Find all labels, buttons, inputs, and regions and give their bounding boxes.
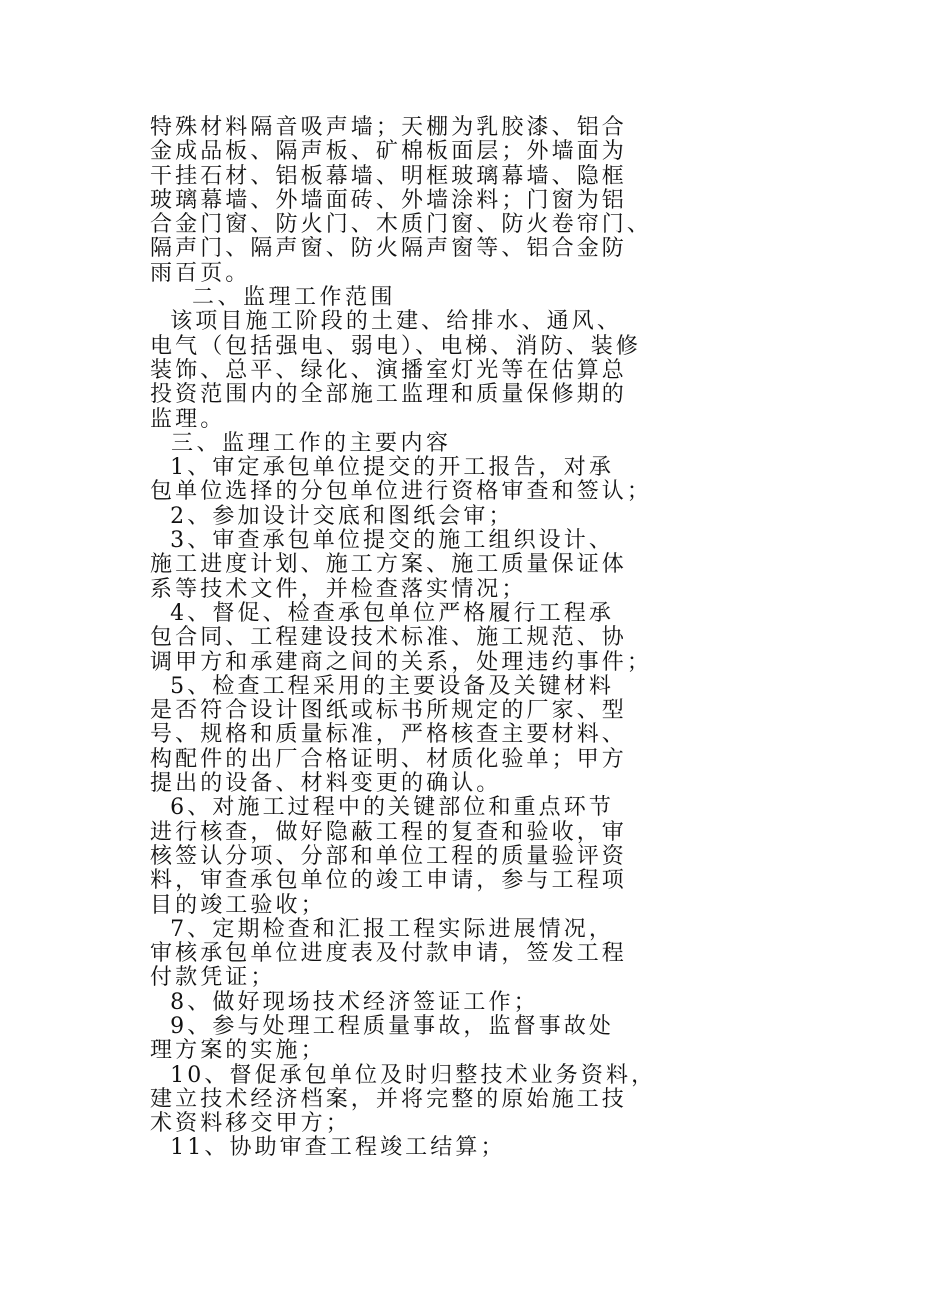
text-line: 构配件的出厂合格证明、材质化验单；甲方	[150, 746, 627, 772]
text-line: 特殊材料隔音吸声墙；天棚为乳胶漆、铝合	[150, 115, 627, 140]
text-line: 合金门窗、防火门、木质门窗、防火卷帘门、	[150, 212, 653, 238]
text-line: 施工进度计划、施工方案、施工质量保证体	[150, 552, 627, 578]
text-line: 术资料移交甲方；	[150, 1111, 351, 1137]
section-heading: 二、监理工作范围	[150, 285, 396, 311]
text-line: 调甲方和承建商之间的关系，处理违约事件；	[150, 649, 653, 675]
text-line: 2、参加设计交底和图纸会审；	[150, 503, 514, 529]
text-line: 6、对施工过程中的关键部位和重点环节	[150, 795, 614, 821]
text-line: 雨百页。	[150, 260, 251, 286]
text-line: 金成品板、隔声板、矿棉板面层；外墙面为	[150, 139, 627, 165]
text-line: 包合同、工程建设技术标准、施工规范、协	[150, 625, 627, 651]
text-line: 电气（包括强电、弱电）、电梯、消防、装修	[150, 333, 642, 359]
text-line: 玻璃幕墙、外墙面砖、外墙涂料；门窗为铝	[150, 187, 627, 213]
text-line: 3、审查承包单位提交的施工组织设计、	[150, 528, 614, 554]
text-line: 7、定期检查和汇报工程实际进展情况，	[150, 916, 614, 942]
text-line: 5、检查工程采用的主要设备及关键材料	[150, 673, 614, 699]
text-line: 8、做好现场技术经济签证工作；	[150, 989, 539, 1015]
text-line: 4、督促、检查承包单位严格履行工程承	[150, 600, 614, 626]
text-line: 干挂石材、铝板幕墙、明框玻璃幕墙、隐框	[150, 163, 627, 189]
document-body	[150, 116, 810, 1161]
text-line: 装饰、总平、绿化、演播室灯光等在估算总	[150, 357, 627, 383]
text-line: 1、审定承包单位提交的开工报告，对承	[150, 455, 614, 481]
text-line: 建立技术经济档案，并将完整的原始施工技	[150, 1086, 627, 1112]
text-line: 11、协助审查工程竣工结算；	[150, 1135, 506, 1161]
text-line: 包单位选择的分包单位进行资格审查和签认；	[150, 479, 653, 505]
text-line: 9、参与处理工程质量事故，监督事故处	[150, 1013, 614, 1039]
text-line: 付款凭证；	[150, 965, 276, 991]
text-line: 监理。	[150, 406, 226, 432]
text-line: 料，审查承包单位的竣工申请，参与工程项	[150, 868, 627, 894]
text-line: 提出的设备、材料变更的确认。	[150, 771, 502, 797]
text-line: 进行核查，做好隐蔽工程的复查和验收，审	[150, 819, 627, 845]
text-line: 审核承包单位进度表及付款申请，签发工程	[150, 941, 627, 967]
text-line: 10、督促承包单位及时归整技术业务资料，	[150, 1062, 657, 1088]
text-line: 系等技术文件，并检查落实情况；	[150, 576, 527, 602]
section-heading: 三、监理工作的主要内容	[150, 430, 452, 456]
text-line: 目的竣工验收；	[150, 892, 326, 918]
text-line: 投资范围内的全部施工监理和质量保修期的	[150, 382, 627, 408]
text-line: 理方案的实施；	[150, 1038, 326, 1064]
text-line: 是否符合设计图纸或标书所规定的厂家、型	[150, 698, 627, 724]
text-line: 隔声门、隔声窗、防火隔声窗等、铝合金防	[150, 236, 627, 262]
text-line: 核签认分项、分部和单位工程的质量验评资	[150, 843, 627, 869]
text-line: 号、规格和质量标准，严格核查主要材料、	[150, 722, 627, 748]
text-line: 该项目施工阶段的土建、给排水、通风、	[150, 309, 622, 335]
